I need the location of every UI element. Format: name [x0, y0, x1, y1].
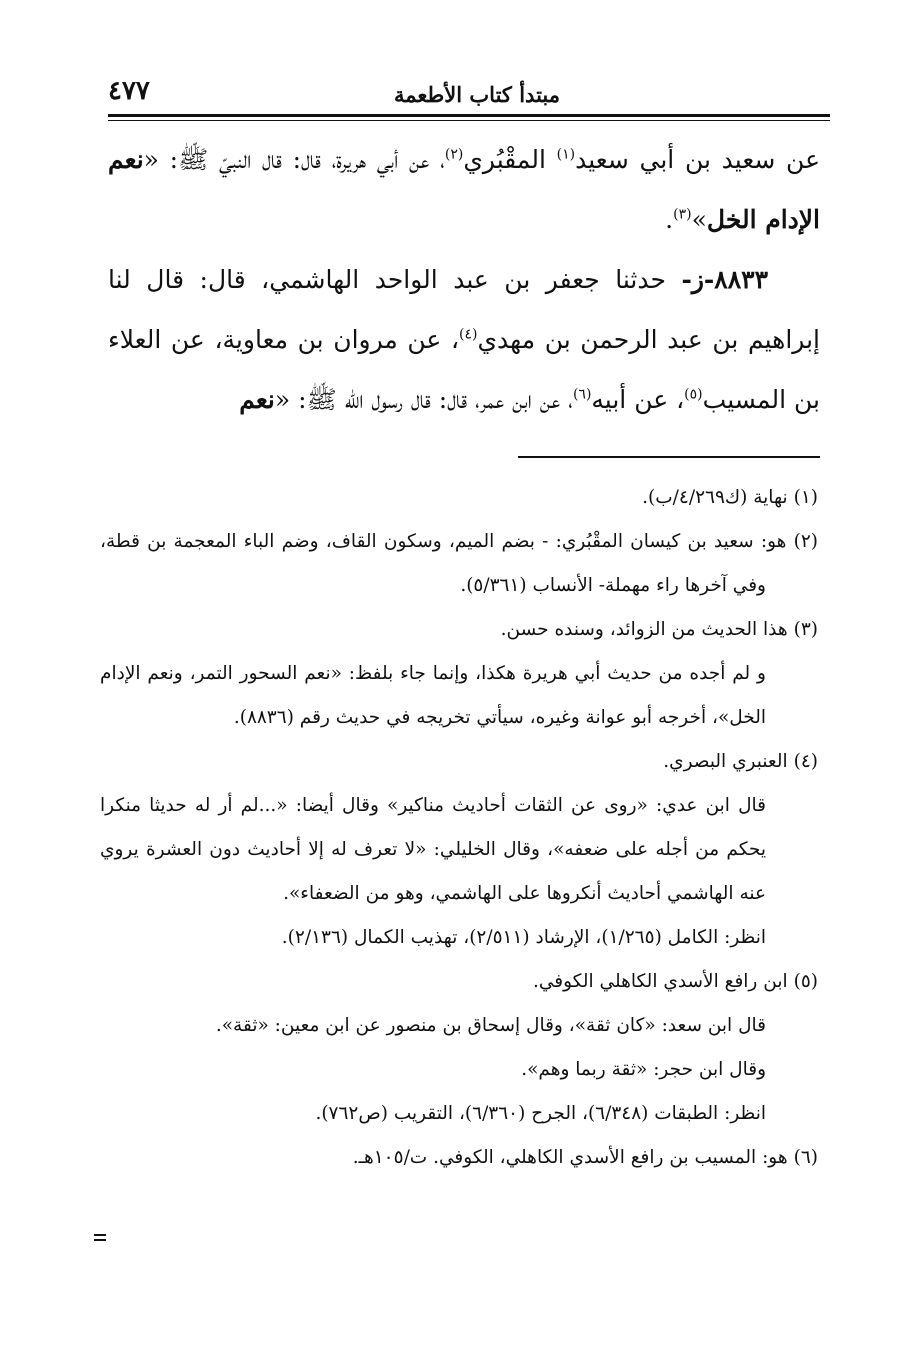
text-run: ، عن ابن عمر، قال: قال رسول الله ﷺ: «	[274, 385, 573, 414]
main-text	[108, 130, 820, 430]
text-run: ، عن أبي هريرة، قال: قال النبيّ ﷺ: «	[143, 145, 445, 174]
footnote-3-detail: و لم أجده من حديث أبي هريرة هكذا، وإنما جاء بلفظ: «نعم السحور التمر، ونعم الإدام الخل»، أخرجه أبو عوانة وغيره، سيأتي تخريجه في حديث رقم (٨٨٣٦).	[100, 663, 766, 728]
text-run: عن سعيد بن أبي سعيد	[575, 145, 821, 174]
page-number: ٤٧٧	[108, 76, 150, 106]
footnote-text: نهاية (ك٤/٢٦٩/ب).	[642, 487, 788, 508]
footnote-number: (٦)	[793, 1147, 818, 1168]
footnote-ref-3: (٣)	[673, 206, 692, 223]
header-rule-thin	[108, 120, 830, 121]
footnote-5-detail-2: وقال ابن حجر: «ثقة ربما وهم».	[521, 1059, 766, 1080]
footnote-ref-2: (٢)	[444, 146, 464, 163]
footnote-ref-4: (٤)	[459, 326, 478, 343]
footnote-number: (٥)	[793, 971, 818, 992]
footnote-ref-1: (١)	[556, 146, 576, 163]
footnote-number: (١)	[793, 487, 818, 508]
margin-mark	[94, 1234, 106, 1236]
footnote-1	[100, 476, 818, 520]
footnote-4	[100, 740, 818, 784]
text-run: .	[665, 205, 674, 234]
footnotes	[100, 476, 818, 1180]
footnote-separator	[518, 456, 820, 458]
footnote-5-sources: انظر: الطبقات (٦/٣٤٨)، الجرح (٦/٣٦٠)، التقريب (ص٧٦٢).	[315, 1103, 766, 1124]
chapter-title: مبتدأ كتاب الأطعمة	[394, 82, 560, 107]
running-header	[108, 78, 830, 114]
text-run: حدثنا جعفر بن عبد الواحد الهاشمي، قال: قال لنا إبراهيم بن عبد الرحمن بن مهدي	[108, 265, 820, 354]
text-run: ، عن مروان بن معاوية، عن العلاء بن المسيب	[108, 325, 820, 414]
footnote-5-detail-1: قال ابن سعد: «كان ثقة»، وقال إسحاق بن منصور عن ابن معين: «ثقة».	[215, 1015, 766, 1036]
paragraph-2	[108, 250, 820, 430]
footnote-text: هو: سعيد بن كيسان المقْبُري: - بضم الميم، وسكون القاف، وضم الباء المعجمة بن قطة، وفي آخرها راء مهملة- الأنساب (٥/٣٦١).	[100, 531, 787, 596]
margin-mark	[94, 1239, 106, 1241]
footnote-number: (٤)	[793, 751, 818, 772]
footnote-ref-5: (٥)	[684, 386, 703, 403]
hadith-number: ٨٨٣٣-ز-	[681, 265, 768, 294]
footnote-number: (٣)	[793, 619, 818, 640]
footnote-3	[100, 608, 818, 652]
paragraph-1	[108, 130, 820, 250]
footnote-6	[100, 1136, 818, 1180]
footnote-text: العنبري البصري.	[663, 751, 788, 772]
text-run: »	[691, 205, 707, 234]
footnote-text: ابن رافع الأسدي الكاهلي الكوفي.	[532, 971, 788, 992]
footnote-ref-6: (٦)	[572, 386, 592, 403]
footnote-2	[100, 520, 818, 608]
footnote-4-sources: انظر: الكامل (١/٢٦٥)، الإرشاد (٢/٥١١)، تهذيب الكمال (٢/١٣٦).	[281, 927, 766, 948]
hadith-text: نعم	[239, 385, 275, 414]
footnote-5	[100, 960, 818, 1004]
text-run: المقْبُري	[463, 145, 557, 174]
text-run: ، عن أبيه	[591, 385, 685, 414]
footnote-text: هذا الحديث من الزوائد، وسنده حسن.	[500, 619, 788, 640]
hadith-text: نعم الإدام الخل	[108, 145, 820, 234]
footnote-text: هو: المسيب بن رافع الأسدي الكاهلي، الكوفي. ت/١٠٥هـ.	[352, 1147, 788, 1168]
footnote-4-detail: قال ابن عدي: «روى عن الثقات أحاديث مناكير» وقال أيضا: «...لم أر له حديثا منكرا يحكم من أجله على ضعفه»، وقال الخليلي: «لا تعرف له إلا أحاديث دون العشرة يروي عنه الهاشمي أحاديث أنكروها على الهاشمي، وهو من الضعفاء».	[100, 795, 766, 904]
footnote-number: (٢)	[793, 531, 818, 552]
header-rule-thick	[108, 114, 830, 117]
